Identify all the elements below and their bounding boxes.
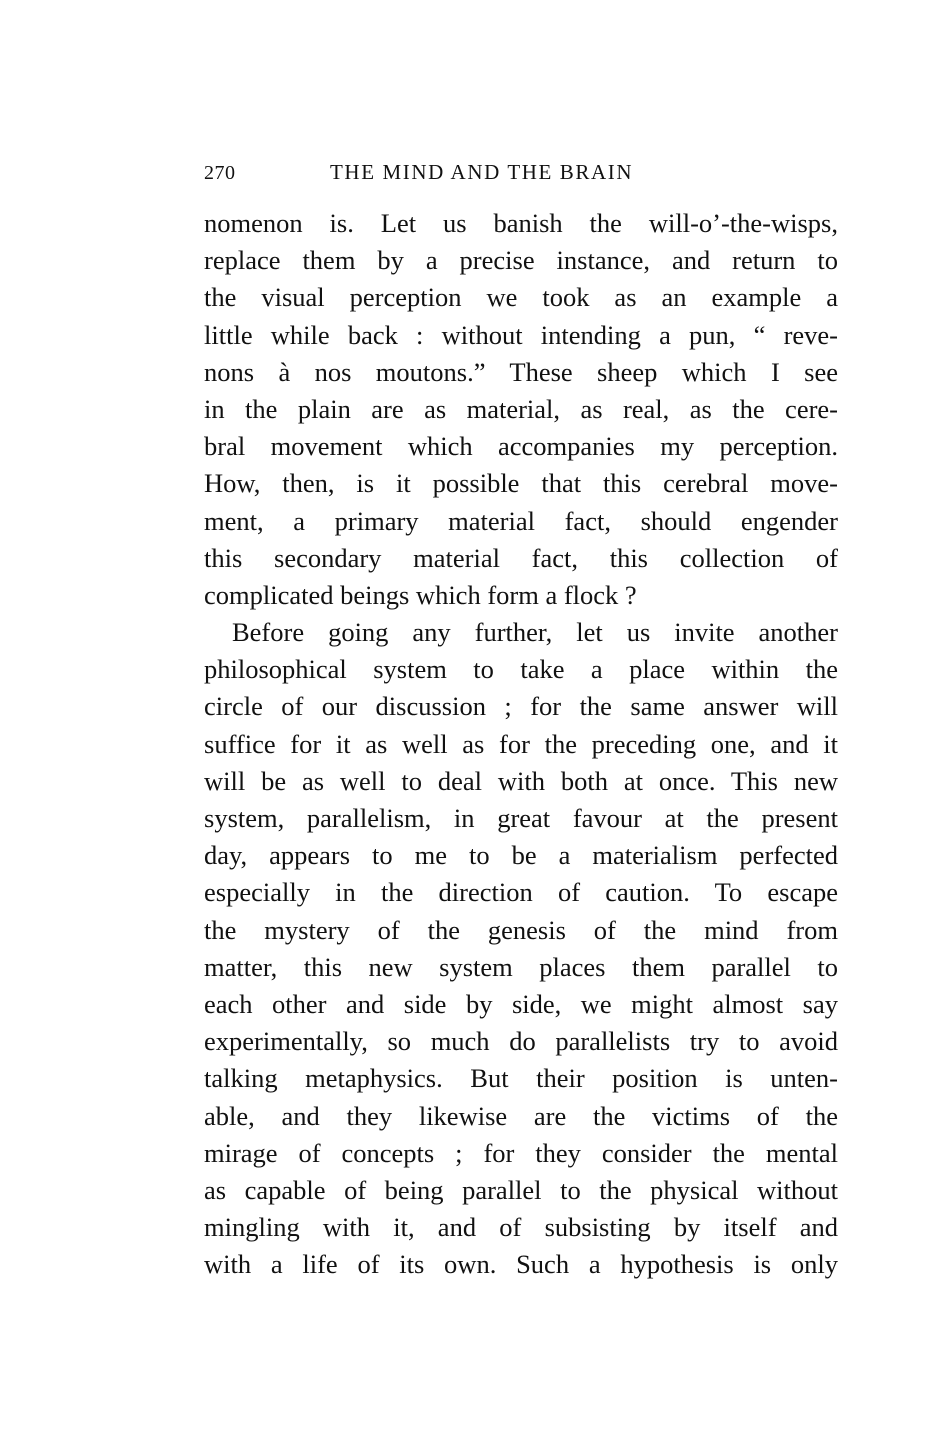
text-line: talking metaphysics. But their position is unten- bbox=[204, 1063, 838, 1094]
text-line: circle of our discussion ; for the same answer will bbox=[204, 691, 838, 722]
text-line: ment, a primary material fact, should engender bbox=[204, 505, 838, 536]
text-line: suffice for it as well as for the preceding one, and it bbox=[204, 728, 838, 759]
text-line: day, appears to me to be a materialism perfected bbox=[204, 840, 838, 871]
text-line: replace them by a precise instance, and return to bbox=[204, 245, 838, 276]
text-line: How, then, is it possible that this cerebral move- bbox=[204, 468, 838, 499]
text-line: matter, this new system places them parallel to bbox=[204, 951, 838, 982]
running-head bbox=[204, 160, 838, 190]
running-title: THE MIND AND THE BRAIN bbox=[330, 160, 634, 184]
text-line: this secondary material fact, this collection of bbox=[204, 542, 838, 573]
text-line: able, and they likewise are the victims of the bbox=[204, 1100, 838, 1131]
text-line: experimentally, so much do parallelists try to avoid bbox=[204, 1026, 838, 1057]
body-text bbox=[204, 205, 838, 1283]
text-line: the mystery of the genesis of the mind from bbox=[204, 914, 838, 945]
text-line: will be as well to deal with both at once. This new bbox=[204, 765, 838, 796]
text-line: especially in the direction of caution. To escape bbox=[204, 877, 838, 908]
text-line: each other and side by side, we might almost say bbox=[204, 988, 838, 1019]
text-line: bral movement which accompanies my perception. bbox=[204, 431, 838, 462]
text-line: philosophical system to take a place within the bbox=[204, 654, 838, 685]
text-line: mirage of concepts ; for they consider the mental bbox=[204, 1137, 838, 1168]
text-line: system, parallelism, in great favour at the present bbox=[204, 803, 838, 833]
page-number: 270 bbox=[204, 162, 236, 184]
text-line: nons à nos moutons.” These sheep which I see bbox=[204, 356, 838, 387]
text-line: with a life of its own. Such a hypothesis is only bbox=[204, 1249, 838, 1280]
text-line: little while back : without intending a pun, “ reve- bbox=[204, 319, 838, 350]
text-line: in the plain are as material, as real, as the cere- bbox=[204, 393, 838, 424]
text-line: as capable of being parallel to the physical without bbox=[204, 1174, 838, 1205]
text-line: complicated beings which form a flock ? bbox=[204, 579, 637, 610]
text-line-indented: Before going any further, let us invite another bbox=[232, 617, 838, 648]
text-line: mingling with it, and of subsisting by itself and bbox=[204, 1212, 838, 1243]
text-line: the visual perception we took as an example a bbox=[204, 282, 838, 313]
text-line: nomenon is. Let us banish the will-o’-the-wisps, bbox=[204, 208, 838, 238]
